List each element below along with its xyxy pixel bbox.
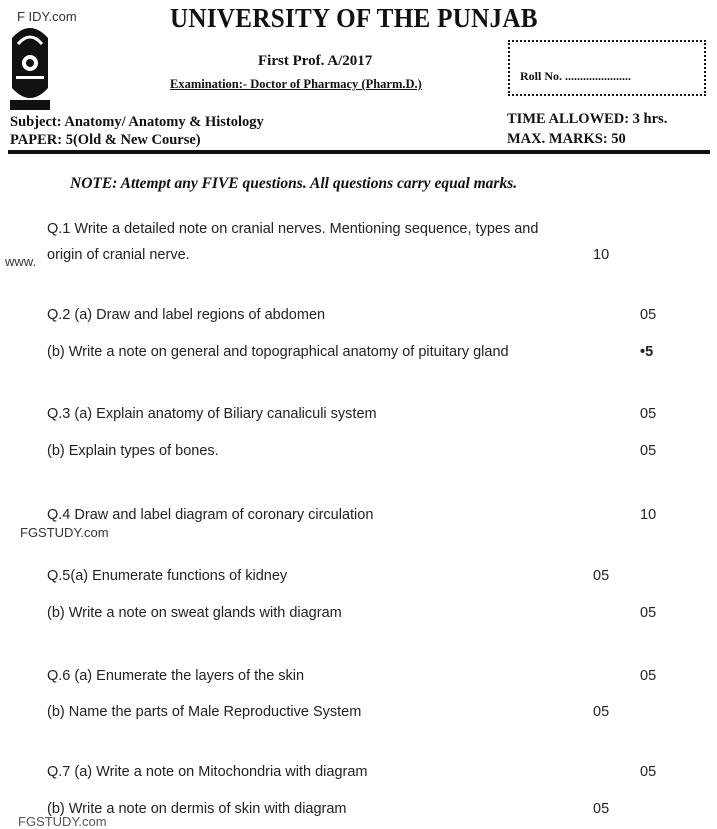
question-text: Q.2 (a) Draw and label regions of abdomen (47, 307, 326, 323)
question-text: (b) Write a note on dermis of skin with diagram (47, 801, 347, 817)
question-marks: 05 (640, 764, 657, 780)
question-text: Q.6 (a) Enumerate the layers of the skin (47, 668, 305, 684)
question-text: Q.7 (a) Write a note on Mitochondria with diagram (47, 764, 368, 780)
paper-label: PAPER: 5(Old & New Course) (10, 132, 201, 148)
university-crest-logo (8, 8, 52, 118)
question-text: origin of cranial nerve. (47, 247, 190, 263)
question-marks: 05 (640, 605, 657, 621)
question-marks: •5 (640, 344, 654, 360)
time-allowed: TIME ALLOWED: 3 hrs. (507, 111, 668, 127)
question-text: Q.5(a) Enumerate functions of kidney (47, 568, 288, 584)
subject-label: Subject: Anatomy/ Anatomy & Histology (10, 114, 264, 130)
watermark: FGSTUDY.com (18, 814, 107, 829)
university-title: UNIVERSITY OF THE PUNJAB (170, 3, 538, 33)
question-text: (b) Explain types of bones. (47, 443, 219, 459)
question-text: Q.3 (a) Explain anatomy of Biliary canaliculi system (47, 406, 377, 422)
question-marks: 10 (593, 247, 610, 263)
watermark: FGSTUDY.com (20, 525, 109, 540)
question-marks: 05 (640, 443, 657, 459)
question-marks: 05 (640, 668, 657, 684)
question-text: Q.1 Write a detailed note on cranial nerves. Mentioning sequence, types and (47, 221, 539, 237)
question-text: (b) Write a note on general and topographical anatomy of pituitary gland (47, 344, 509, 360)
question-marks: 05 (640, 406, 657, 422)
question-marks: 05 (593, 568, 610, 584)
question-marks: 05 (593, 704, 610, 720)
header-divider (8, 150, 710, 154)
question-marks: 10 (640, 507, 657, 523)
roll-number-box (508, 40, 706, 96)
roll-number-field: Roll No. ...................... (520, 69, 631, 83)
watermark-top: F IDY.com (17, 9, 77, 24)
question-text: (b) Write a note on sweat glands with diagram (47, 605, 342, 621)
examination-label: Examination:- Doctor of Pharmacy (Pharm.D.) (170, 77, 422, 91)
question-text: (b) Name the parts of Male Reproductive System (47, 704, 362, 720)
max-marks: MAX. MARKS: 50 (507, 131, 626, 147)
exam-title: First Prof. A/2017 (258, 53, 373, 69)
question-text: Q.4 Draw and label diagram of coronary circulation (47, 507, 374, 523)
question-marks: 05 (640, 307, 657, 323)
question-marks: 05 (593, 801, 610, 817)
watermark: www. (5, 254, 37, 269)
instructions-note: NOTE: Attempt any FIVE questions. All questions carry equal marks. (70, 175, 518, 192)
